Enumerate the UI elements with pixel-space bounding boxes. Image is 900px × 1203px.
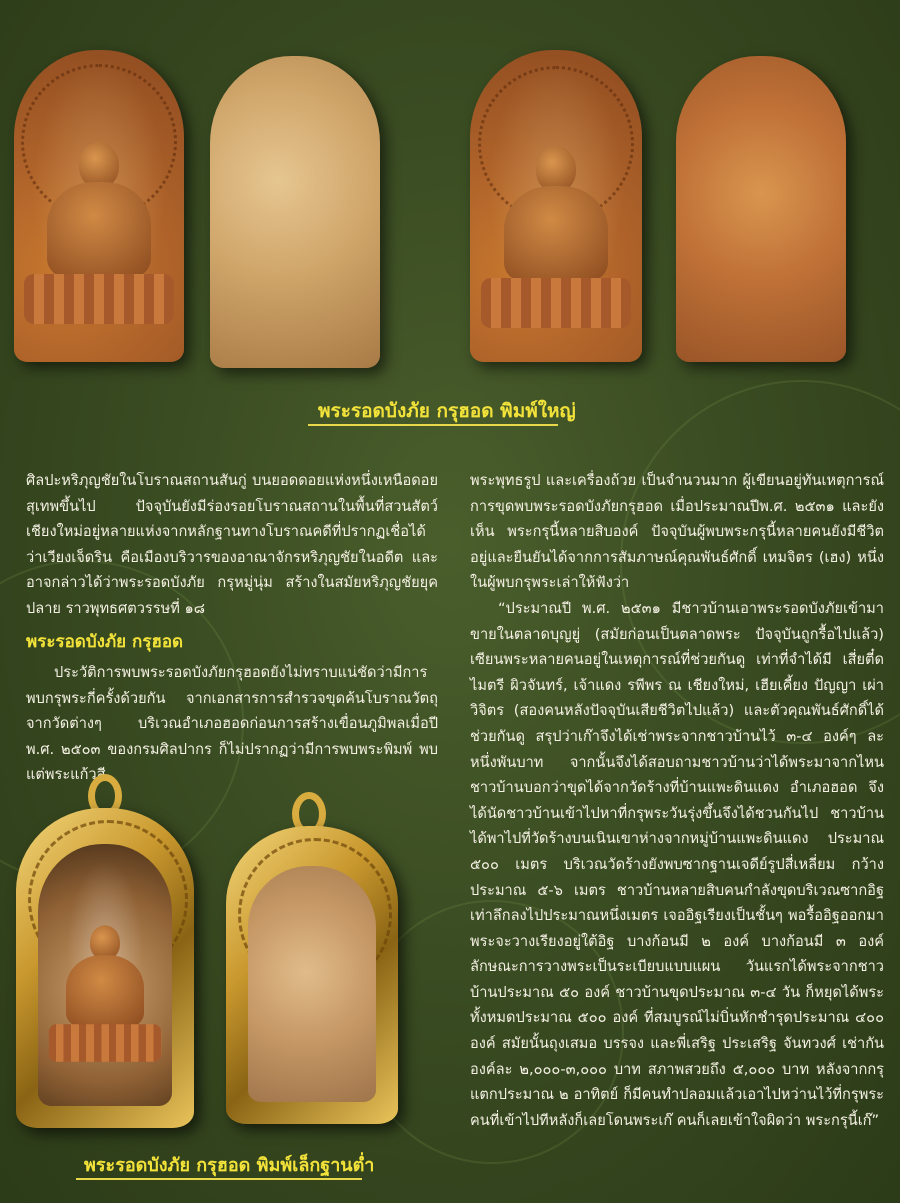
history-paragraph: ประวัติการพบพระรอดบังภัยกรุฮอดยังไม่ทราบแน่ชัดว่ามีการ พบกรุพระกี่ครั้งด้วยกัน จากเอกสารการสำรวจขุดค้นโบราณวัตถุจากวัดต่างๆ บริเวณอำเภอฮอดก่อนการสร้างเขื่อนภูมิพลเมื่อปี พ.ศ. ๒๕๐๓ ของกรมศิลปากร ก็ไม่ปรากฏว่ามีการพบพระพิมพ์ พบแต่พระแก้วสี: [26, 664, 438, 784]
caption-underline: [308, 424, 558, 426]
right-paragraph-1: พระพุทธรูป และเครื่องถ้วย เป็นจำนวนมาก ผู้เขียนอยู่ทันเหตุการณ์การขุดพบพระรอดบังภัยกรุฮอด เมื่อประมาณปีพ.ศ. ๒๕๓๑ และยังเห็น พระกรุนี้หลายสิบองค์ ปัจจุบันผู้พบพระกรุนี้หลายคนยังมีชีวิตอยู่และยืนยันได้จากการสัมภาษณ์คุณพันธ์ศักดิ์ เหมจิตร (เฮง) หนึ่งในผู้พบกรุพระเล่าให้ฟังว่า: [470, 472, 884, 592]
pendant-front-photo: [16, 808, 194, 1128]
caption-small-mold: พระรอดบังภัย กรุฮอด พิมพ์เล็กฐานต่ำ: [84, 1155, 375, 1176]
caption-underline: [76, 1178, 362, 1180]
amulet-back-photo-1: [210, 56, 380, 368]
intro-paragraph: ศิลปะหริภุญชัยในโบราณสถานสันกู่ บนยอดดอยแห่งหนึ่งเหนือดอยสุเทพขึ้นไป ปัจจุบันยังมีร่องรอยโบราณสถานในพื้นที่สวนสัตว์เชียงใหม่อยู่หลายแห่งจากหลักฐานทางโบราณคดีที่ปรากฏเชื่อได้ว่าเวียงเจ็ดริน คือเมืองบริวารของอาณาจักรหริภุญชัยในอดีต และอาจกล่าวได้ว่าพระรอดบังภัย กรุหมู่นุ่ม สร้างในสมัยหริภุญชัยยุคปลาย ราวพุทธศตวรรษที่ ๑๘: [26, 472, 438, 617]
caption-large-mold: พระรอดบังภัย กรุฮอด พิมพ์ใหญ่: [318, 400, 576, 422]
right-column: [470, 468, 884, 1133]
amulet-front-photo-1: [14, 50, 184, 362]
left-column-body: [26, 660, 438, 788]
pendant-back-photo: [226, 826, 398, 1124]
right-paragraph-2-quote: “ประมาณปี พ.ศ. ๒๕๓๑ มีชาวบ้านเอาพระรอดบังภัยเข้ามาขายในตลาดบุญยู่ (สมัยก่อนเป็นตลาดพระ ปัจจุบันถูกรื้อไปแล้ว) เซียนพระหลายคนอยู่ในเหตุการณ์ที่ช่วยกันดู เท่าที่จำได้มี เสี่ยตี๋ด ไมตรี ผิวจันทร์, เจ้าแดง รพีพร ณ เชียงใหม่, เฮียเคี้ยง ปัญญา เผ่าวิจิตร (สองคนหลังปัจจุบันเสียชีวิตไปแล้ว) และตัวคุณพันธ์ศักดิ์ได้ช่วยกันดู สรุปว่าเก๊าจึงได้เช่าพระจากชาวบ้านไว้ ๓-๔ องค์ๆ ละหนึ่งพันบาท จากนั้นจึงได้สอบถามชาวบ้านว่าได้พระมาจากไหน ชาวบ้านบอกว่าขุดได้จากวัดร้างที่บ้านแพะดินแดง อำเภอฮอด จึงได้นัดชาวบ้านเข้าไปหาที่กรุพระวันรุ่งขึ้นจึงได้ชวนกันไป ชาวบ้าน ได้พาไปที่วัดร้างบนเนินเขาห่างจากหมู่บ้านแพะดินแดง ประมาณ ๕๐๐ เมตร บริเวณวัดร้างยังพบซากฐานเจดีย์รูปสี่เหลี่ยม กว้างประมาณ ๕-๖ เมตร ชาวบ้านหลายสิบคนกำลังขุดบริเวณซากอิฐเท่าลึกลงไปประมาณหนึ่งเมตร เจออิฐเรียงเป็นชั้นๆ พอรื้ออิฐออกมา พระจะวางเรียงอยู่ใต้อิฐ บางก้อนมี ๒ องค์ บางก้อนมี ๓ องค์ ลักษณะการวางพระเป็นระเบียบแบบแผน วันแรกได้พระจากชาวบ้านประมาณ ๕๐ องค์ ชาวบ้านขุดประมาณ ๓-๔ วัน ก็หยุดได้พระทั้งหมดประมาณ ๕๐๐ องค์ ที่สมบูรณ์ไม่บิ่นหักชำรุดประมาณ ๔๐๐ องค์ สมัยนั้นถุงเสมอ บรรจง และพี่เสริฐ ประเสริฐ จันทวงศ์ เช่ากันองค์ละ ๒,๐๐๐-๓,๐๐๐ บาท สภาพสวยถึง ๕,๐๐๐ บาท หลังจากกรุแตกประมาณ ๒ อาทิตย์ ก็มีคนทำปลอมแล้วเอาไปหว่านไว้ที่กรุพระคนที่เข้าไปทีหลังก็เลยโดนพระเก๊ คนก็เลยเข้าใจผิดว่า พระกรุนี้เก๊”: [470, 599, 884, 1129]
left-column-intro: [26, 468, 438, 622]
amulet-back-photo-2: [676, 56, 846, 362]
amulet-front-photo-2: [470, 50, 642, 362]
section-heading: พระรอดบังภัย กรุฮอด: [26, 632, 184, 652]
